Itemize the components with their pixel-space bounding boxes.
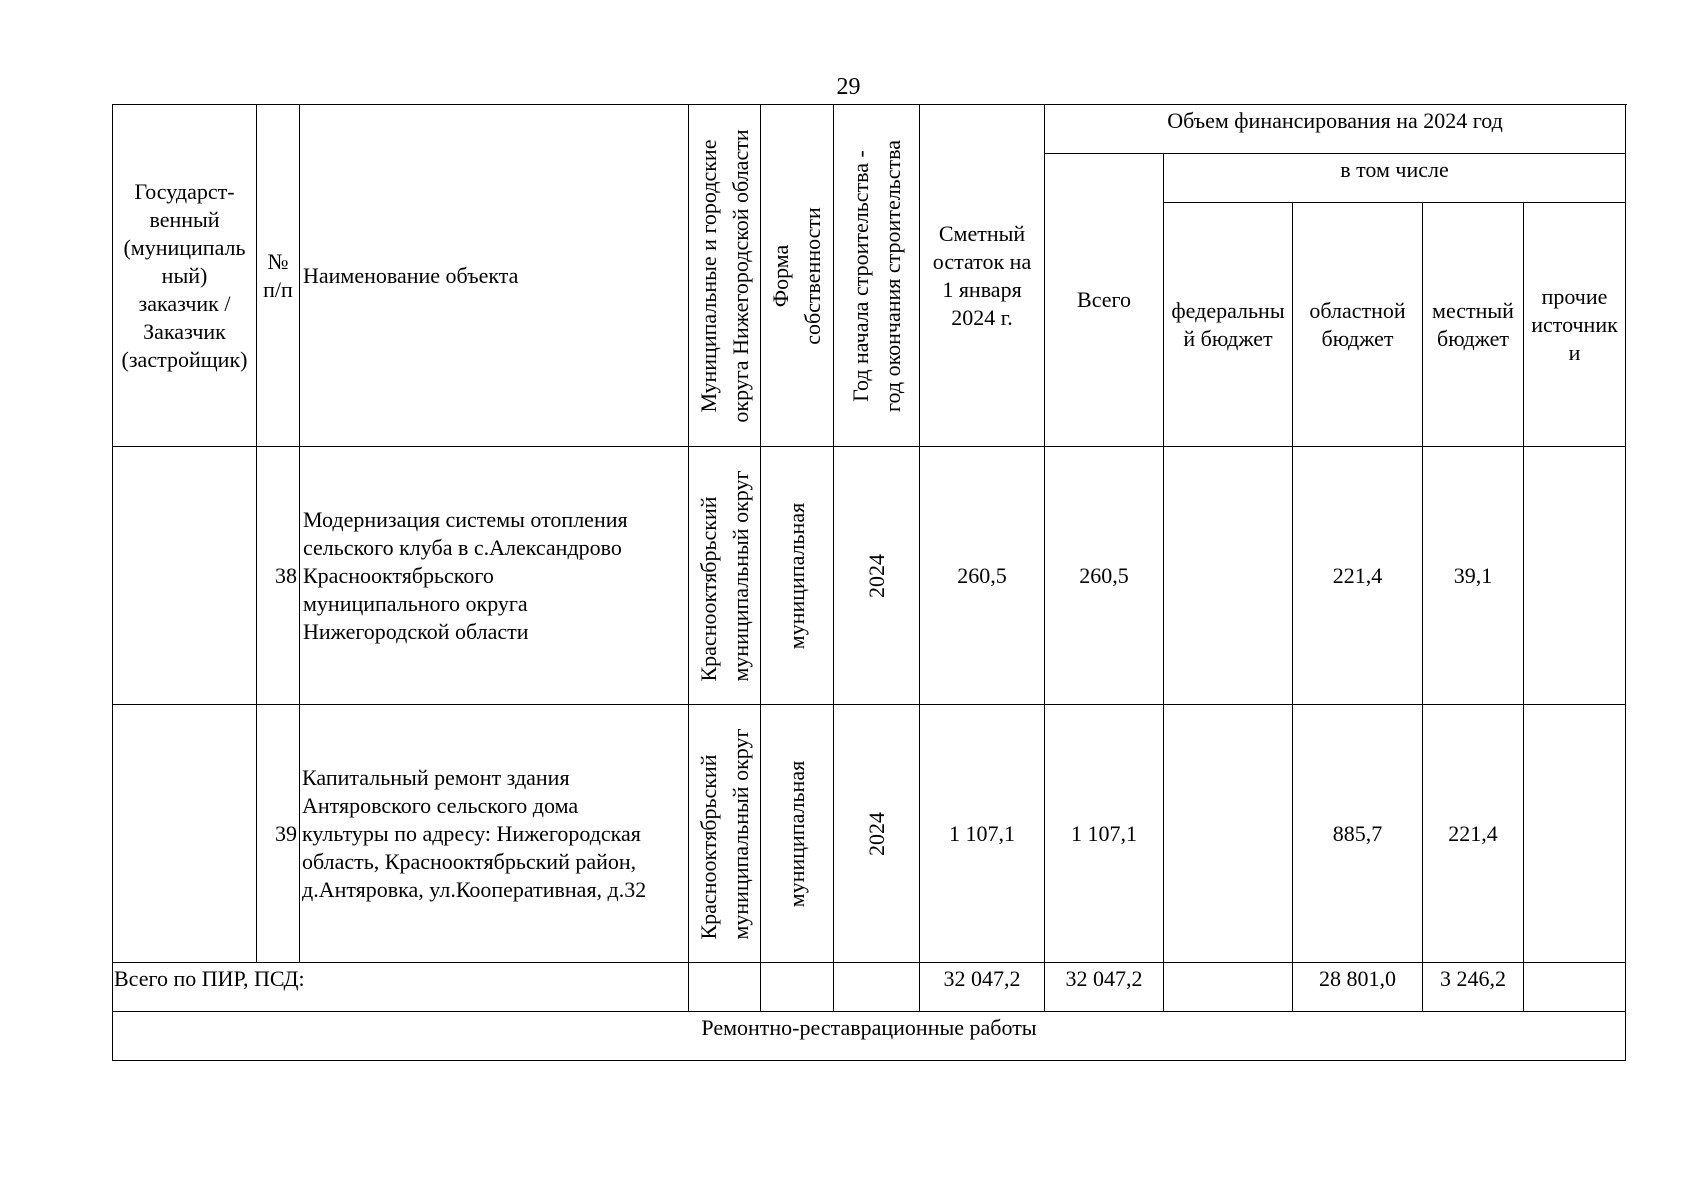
header-years: Год начала строительства - год окончания строительства [834,105,920,447]
header-estimate: Сметный остаток на 1 января 2024 г. [920,105,1045,447]
summary-regional: 28 801,0 [1293,963,1423,1012]
row-regional: 885,7 [1293,705,1423,963]
summary-label: Всего по ПИР, ПСД: [113,963,689,1012]
row-other [1524,705,1626,963]
summary-row [113,963,1626,1012]
header-local: местный бюджет [1423,203,1524,447]
header-customer: Государст- венный (муниципаль ный) заказчик / Заказчик (застройщик) [113,105,257,447]
header-funding-title: Объем финансирования на 2024 год [1045,105,1626,154]
row-estimate: 1 107,1 [920,705,1045,963]
header-total: Всего [1045,154,1164,447]
header-federal: федеральны й бюджет [1164,203,1293,447]
row-federal [1164,447,1293,705]
financing-table [112,104,1626,1061]
row-local: 221,4 [1423,705,1524,963]
row-estimate: 260,5 [920,447,1045,705]
row-regional: 221,4 [1293,447,1423,705]
row-number: 38 [257,447,300,705]
row-years: 2024 [834,705,920,963]
table-row [113,705,1626,963]
summary-total: 32 047,2 [1045,963,1164,1012]
row-customer [113,447,257,705]
row-number: 39 [257,705,300,963]
row-ownership: муниципальная [761,447,834,705]
header-regional: областной бюджет [1293,203,1423,447]
header-other: прочие источник и [1524,203,1626,447]
header-municipality: Муниципальные и городские округа Нижегородской области [689,105,761,447]
summary-municipality [689,963,761,1012]
header-ownership: Форма собственности [761,105,834,447]
row-years: 2024 [834,447,920,705]
row-total: 260,5 [1045,447,1164,705]
summary-federal [1164,963,1293,1012]
table-row [113,447,1626,705]
row-municipality: Краснооктябрьский муниципальный округ [689,447,761,705]
summary-years [834,963,920,1012]
row-federal [1164,705,1293,963]
row-local: 39,1 [1423,447,1524,705]
summary-ownership [761,963,834,1012]
page-number: 29 [836,74,861,100]
section-title-row [113,1012,1626,1061]
row-object-name: Капитальный ремонт здания Антяровского сельского дома культуры по адресу: Нижегородская область, Краснооктябрьский район, д.Антяровка, ул.Кооперативная, д.32 [300,705,689,963]
row-other [1524,447,1626,705]
header-row-1 [113,105,1626,154]
row-municipality: Краснооктябрьский муниципальный округ [689,705,761,963]
row-total: 1 107,1 [1045,705,1164,963]
row-object-name: Модернизация системы отопления сельского клуба в с.Александрово Краснооктябрьского муниципального округа Нижегородской области [300,447,689,705]
header-including: в том числе [1164,154,1626,203]
summary-estimate: 32 047,2 [920,963,1045,1012]
header-number: № п/п [257,105,300,447]
header-object-name: Наименование объекта [300,105,689,447]
summary-other [1524,963,1626,1012]
row-customer [113,705,257,963]
row-ownership: муниципальная [761,705,834,963]
summary-local: 3 246,2 [1423,963,1524,1012]
section-title: Ремонтно-реставрационные работы [113,1012,1626,1061]
